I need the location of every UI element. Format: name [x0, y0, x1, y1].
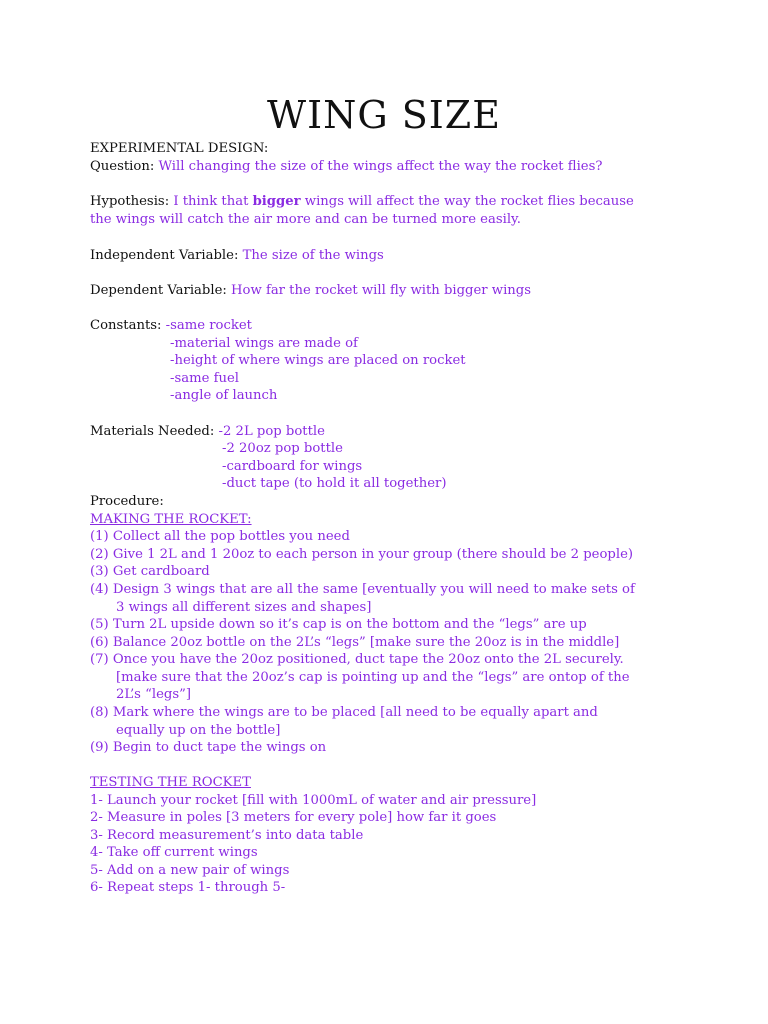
making-step: (4) Design 3 wings that are all the same [eventually you will need to make sets of: [90, 582, 635, 597]
making-step-continuation: equally up on the bottle]: [116, 723, 281, 738]
independent-variable-text: The size of the wings: [238, 248, 384, 263]
making-step: (3) Get cardboard: [90, 564, 210, 579]
making-step: (2) Give 1 2L and 1 20oz to each person in your group (there should be 2 people): [90, 547, 634, 562]
making-step-continuation: 2L’s “legs”]: [116, 687, 191, 702]
dependent-variable-line: Dependent Variable: How far the rocket will fly with bigger wings: [90, 283, 531, 298]
materials-line: Materials Needed: -2 2L pop bottle: [90, 424, 325, 439]
making-step-continuation: 3 wings all different sizes and shapes]: [116, 600, 372, 615]
dependent-variable-text: How far the rocket will fly with bigger wings: [226, 283, 531, 298]
constants-label: Constants: [90, 318, 158, 333]
constants-line: Constants: -same rocket: [90, 318, 252, 333]
making-step: (9) Begin to duct tape the wings on: [90, 740, 327, 755]
making-step: (7) Once you have the 20oz positioned, duct tape the 20oz onto the 2L securely.: [90, 652, 624, 667]
material-item: -2 20oz pop bottle: [222, 441, 343, 456]
procedure-label: Procedure:: [90, 494, 164, 509]
hypothesis-line-2: the wings will catch the air more and can be turned more easily.: [90, 212, 521, 227]
materials-label: Materials Needed: [90, 424, 210, 439]
making-step: (8) Mark where the wings are to be placed [all need to be equally apart and: [90, 705, 598, 720]
experimental-design-heading: EXPERIMENTAL DESIGN:: [90, 141, 269, 156]
hypothesis-emphasis: bigger: [252, 194, 301, 209]
making-rocket-heading: MAKING THE ROCKET:: [90, 512, 252, 527]
independent-variable-label: Independent Variable: [90, 248, 234, 263]
question-label: Question: [90, 159, 150, 174]
material-item: -duct tape (to hold it all together): [222, 476, 447, 491]
constant-item: -angle of launch: [170, 388, 278, 403]
testing-rocket-heading: TESTING THE ROCKET: [90, 775, 251, 790]
hypothesis-label: Hypothesis: [90, 194, 165, 209]
constant-item: -same fuel: [170, 371, 239, 386]
testing-step: 2- Measure in poles [3 meters for every pole] how far it goes: [90, 810, 497, 825]
constant-item: -same rocket: [165, 318, 252, 333]
constant-item: -height of where wings are placed on rocket: [170, 353, 466, 368]
page-title: WING SIZE: [267, 93, 501, 137]
material-item: -2 2L pop bottle: [218, 424, 325, 439]
making-step: (1) Collect all the pop bottles you need: [90, 529, 350, 544]
hypothesis-post: wings will affect the way the rocket flies because: [300, 194, 634, 209]
testing-step: 5- Add on a new pair of wings: [90, 863, 290, 878]
hypothesis-line-1: Hypothesis: I think that bigger wings will affect the way the rocket flies because: [90, 194, 634, 209]
independent-variable-line: Independent Variable: The size of the wings: [90, 248, 384, 263]
material-item: -cardboard for wings: [222, 459, 363, 474]
hypothesis-pre: I think that: [169, 194, 253, 209]
question-text: Will changing the size of the wings affect the way the rocket flies?: [154, 159, 603, 174]
making-step-continuation: [make sure that the 20oz’s cap is pointing up and the “legs” are ontop of the: [116, 670, 630, 685]
testing-step: 4- Take off current wings: [90, 845, 258, 860]
constant-item: -material wings are made of: [170, 336, 358, 351]
testing-step: 3- Record measurement’s into data table: [90, 828, 364, 843]
question-line: Question: Will changing the size of the wings affect the way the rocket flies?: [90, 159, 603, 174]
testing-step: 6- Repeat steps 1- through 5-: [90, 880, 286, 895]
dependent-variable-label: Dependent Variable: [90, 283, 223, 298]
making-step: (6) Balance 20oz bottle on the 2L’s “legs” [make sure the 20oz is in the middle]: [90, 635, 620, 650]
testing-step: 1- Launch your rocket [fill with 1000mL of water and air pressure]: [90, 793, 537, 808]
making-step: (5) Turn 2L upside down so it’s cap is on the bottom and the “legs” are up: [90, 617, 587, 632]
